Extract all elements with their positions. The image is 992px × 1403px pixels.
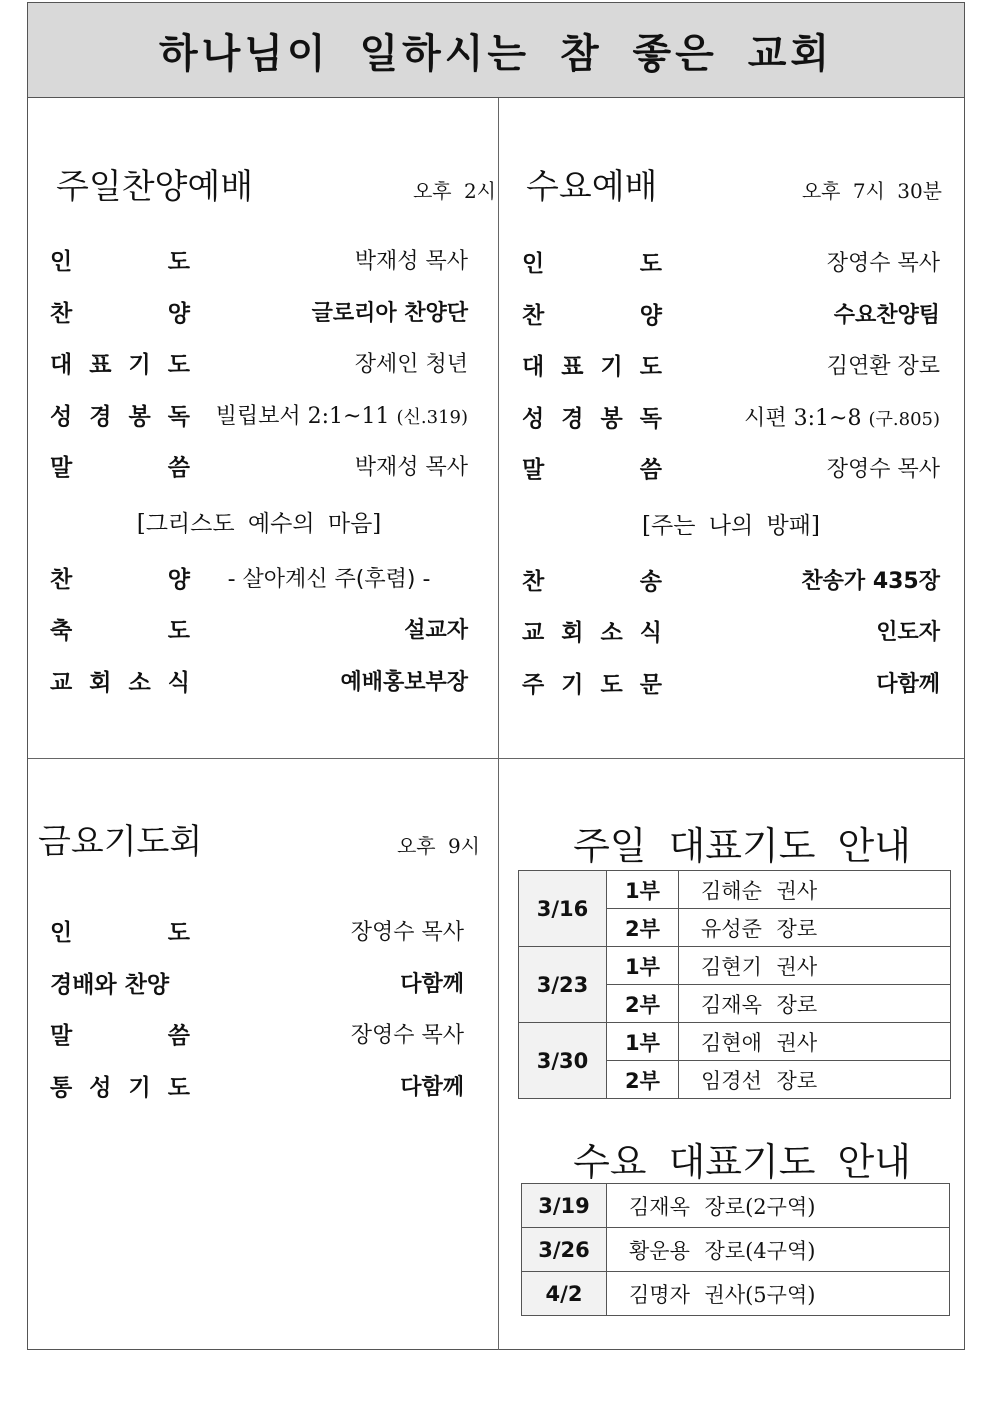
program-label	[50, 397, 190, 437]
program-value	[404, 611, 468, 651]
program-label	[522, 347, 662, 387]
program-row	[50, 913, 464, 965]
program-label-char: 표	[89, 352, 112, 378]
table-row	[519, 1023, 951, 1061]
sunday-prayer-table	[518, 870, 951, 1099]
sunday-service-section	[50, 158, 496, 714]
program-row	[522, 450, 940, 502]
program-value-text: 수요찬양팀	[833, 302, 940, 328]
prayer-name: 김명자 권사(5구역)	[607, 1272, 950, 1316]
program-value-text: 장영수 목사	[826, 251, 940, 276]
program-label-char: 찬	[50, 300, 73, 327]
wednesday-service-header	[526, 158, 940, 208]
banner	[28, 3, 964, 98]
program-value-text: 다함께	[876, 671, 940, 697]
program-row	[522, 296, 940, 348]
program-label-char: 찬	[522, 302, 545, 329]
table-row	[522, 1272, 950, 1316]
program-value	[312, 294, 468, 334]
sunday-service-time: 오후 2시	[412, 179, 496, 203]
program-value	[827, 450, 940, 490]
program-value	[351, 1016, 464, 1056]
program-row	[50, 1016, 464, 1068]
sunday-prayer-title: 주일 대표기도 안내	[573, 824, 911, 868]
sunday-service-header	[56, 158, 496, 208]
program-label-char: 말	[50, 1023, 73, 1049]
friday-prayer-time: 오후 9시	[396, 834, 480, 858]
horizontal-divider	[28, 758, 964, 759]
program-label-char: 봉	[600, 405, 623, 432]
prayer-part: 2부	[607, 985, 679, 1023]
program-label-char: 대	[50, 352, 73, 378]
program-label-char: 도	[167, 920, 190, 946]
program-label-char: 기	[561, 671, 584, 698]
program-label-char: 축	[50, 618, 73, 644]
program-row	[50, 242, 468, 294]
program-value	[876, 613, 940, 653]
table-row	[522, 1228, 950, 1272]
program-label-char: 씀	[167, 1023, 190, 1049]
program-value-text: 시편 3:1~8	[744, 405, 862, 431]
program-value-text: 장영수 목사	[826, 457, 940, 482]
program-value	[876, 665, 940, 705]
program-label-char: 인	[50, 249, 73, 275]
program-value-text: 장세인 청년	[354, 352, 468, 377]
wednesday-sermon-title: [주는 나의 방패]	[642, 512, 820, 539]
prayer-name: 김해순 권사	[679, 871, 951, 909]
program-label	[50, 560, 190, 600]
program-label-char: 도	[167, 1074, 190, 1101]
program-value	[400, 965, 464, 1005]
prayer-name: 김재옥 장로	[679, 985, 951, 1023]
program-label-char: 인	[50, 920, 73, 946]
program-label-char: 교	[50, 669, 73, 696]
program-label-char: 인	[522, 251, 545, 277]
banner-title: 하나님이 일하시는 참 좋은 교회	[158, 30, 834, 77]
prayer-date: 4/2	[522, 1272, 607, 1316]
prayer-part: 1부	[607, 947, 679, 985]
program-label-char: 도	[167, 249, 190, 275]
program-value-note: (구.805)	[868, 408, 940, 430]
program-value-text: - 살아계신 주(후렴) -	[227, 566, 431, 592]
prayer-date: 3/26	[522, 1228, 607, 1272]
program-row	[50, 663, 468, 715]
prayer-date: 3/30	[519, 1023, 607, 1099]
friday-prayer-title: 금요기도회	[38, 822, 203, 862]
program-label	[50, 242, 190, 282]
program-value	[210, 560, 448, 600]
prayer-date: 3/16	[519, 871, 607, 947]
sunday-sermon-title: [그리스도 예수의 마음]	[136, 510, 382, 537]
program-label-char: 양	[167, 300, 190, 327]
program-value	[355, 448, 468, 488]
program-row	[50, 1068, 464, 1120]
prayer-part: 2부	[607, 1061, 679, 1099]
program-row	[50, 560, 468, 612]
sunday-rows	[50, 242, 468, 500]
program-row	[522, 244, 940, 296]
wednesday-service-time: 오후 7시 30분	[801, 179, 942, 203]
program-label-char: 말	[522, 457, 545, 483]
friday-prayer-section	[38, 813, 480, 1119]
program-value	[827, 244, 940, 284]
program-label-char: 도	[639, 354, 662, 380]
program-label-char: 독	[639, 405, 662, 432]
program-row	[50, 294, 468, 346]
wednesday-prayer-title: 수요 대표기도 안내	[573, 1140, 911, 1184]
program-label-char: 봉	[128, 403, 151, 430]
wednesday-prayer-table	[521, 1183, 950, 1316]
program-value	[355, 345, 468, 385]
program-label-char: 양	[167, 566, 190, 593]
table-row	[522, 1184, 950, 1228]
program-label	[50, 611, 190, 651]
prayer-part: 1부	[607, 1023, 679, 1061]
program-label-char: 식	[167, 669, 190, 696]
friday-prayer-header	[38, 813, 480, 863]
program-label	[522, 296, 662, 336]
program-label-char: 문	[639, 671, 662, 698]
prayer-name: 황운용 장로(4구역)	[607, 1228, 950, 1272]
program-label-char: 식	[639, 620, 662, 646]
program-label-char: 도	[167, 618, 190, 644]
prayer-date: 3/19	[522, 1184, 607, 1228]
program-row	[522, 613, 940, 665]
program-label-char: 회	[561, 620, 584, 646]
prayer-name: 김현기 권사	[679, 947, 951, 985]
sunday-service-title: 주일찬양예배	[56, 167, 254, 207]
program-value	[216, 397, 468, 438]
program-value-text: 박재성 목사	[354, 455, 468, 480]
program-label-char: 양	[639, 302, 662, 329]
wednesday-service-section	[522, 158, 940, 716]
prayer-name: 김현애 권사	[679, 1023, 951, 1061]
program-label	[50, 294, 190, 334]
program-value-text: 인도자	[876, 620, 940, 645]
program-label	[50, 448, 190, 488]
program-label-char: 도	[639, 251, 662, 277]
program-label-char: 교	[522, 620, 545, 646]
program-label-char: 성	[89, 1074, 112, 1101]
program-label-char: 독	[167, 403, 190, 430]
sunday-after-rows	[50, 560, 468, 715]
program-label	[50, 913, 190, 953]
program-value-text: 박재성 목사	[354, 249, 468, 274]
program-label-char: 통	[50, 1074, 73, 1101]
program-label	[50, 1068, 190, 1108]
program-label-char: 기	[128, 1074, 151, 1101]
program-value	[355, 242, 468, 282]
prayer-part: 1부	[607, 871, 679, 909]
program-label-char: 찬	[522, 568, 545, 595]
program-label	[522, 665, 662, 705]
program-value-text: 다함께	[400, 971, 464, 997]
bulletin-frame	[27, 2, 965, 1350]
prayer-name: 임경선 장로	[679, 1061, 951, 1099]
program-value-text: 예배홍보부장	[340, 669, 468, 695]
program-value-text: 다함께	[400, 1074, 464, 1100]
program-value	[744, 399, 940, 440]
program-label	[50, 1016, 190, 1056]
program-label	[50, 345, 190, 385]
program-label-char: 씀	[639, 457, 662, 483]
program-label	[50, 663, 190, 703]
program-row	[522, 399, 940, 451]
table-row	[519, 871, 951, 909]
program-value	[827, 347, 940, 387]
program-value-text: 글로리아 찬양단	[311, 300, 468, 326]
program-label-char: 표	[561, 354, 584, 380]
program-label-char: 대	[522, 354, 545, 380]
program-label	[522, 244, 662, 284]
program-value-text: 찬송가 435장	[801, 568, 940, 594]
program-value	[340, 663, 468, 703]
program-label	[50, 965, 190, 1005]
program-label-char: 씀	[167, 455, 190, 481]
program-label-char: 소	[600, 620, 623, 646]
friday-rows	[50, 913, 464, 1119]
program-label-char: 소	[128, 669, 151, 696]
program-label-text: 경배와 찬양	[50, 971, 170, 998]
program-label-char: 성	[50, 403, 73, 430]
program-row	[50, 448, 468, 500]
program-label	[522, 613, 662, 653]
program-value-text: 빌립보서 2:1~11	[215, 403, 390, 429]
program-label	[522, 450, 662, 490]
program-label-char: 회	[89, 669, 112, 696]
program-label-char: 송	[639, 568, 662, 595]
program-value	[351, 913, 464, 953]
program-label-char: 경	[561, 405, 584, 432]
wednesday-service-title: 수요예배	[526, 167, 658, 207]
program-label-char: 도	[600, 671, 623, 698]
program-label-char: 성	[522, 405, 545, 432]
vertical-divider	[498, 98, 499, 1350]
program-label-char: 말	[50, 455, 73, 481]
program-value-text: 장영수 목사	[350, 1023, 464, 1048]
program-label-char: 도	[167, 352, 190, 378]
program-label-char: 주	[522, 671, 545, 698]
program-value	[801, 562, 940, 602]
prayer-name: 유성준 장로	[679, 909, 951, 947]
program-row	[522, 347, 940, 399]
program-row	[50, 397, 468, 449]
prayer-name: 김재옥 장로(2구역)	[607, 1184, 950, 1228]
program-row	[50, 345, 468, 397]
program-row	[50, 965, 464, 1017]
program-value	[834, 296, 940, 336]
prayer-part: 2부	[607, 909, 679, 947]
program-value-text: 설교자	[404, 618, 468, 643]
program-row	[522, 665, 940, 717]
program-label-char: 찬	[50, 566, 73, 593]
prayer-date: 3/23	[519, 947, 607, 1023]
program-value	[400, 1068, 464, 1108]
program-label-char: 경	[89, 403, 112, 430]
program-label	[522, 399, 662, 439]
program-row	[50, 611, 468, 663]
program-value-text: 장영수 목사	[350, 920, 464, 945]
table-row	[519, 947, 951, 985]
program-label-char: 기	[128, 352, 151, 378]
program-value-note: (신.319)	[396, 406, 468, 428]
program-label	[522, 562, 662, 602]
program-label-char: 기	[600, 354, 623, 380]
program-value-text: 김연환 장로	[826, 354, 940, 379]
program-row	[522, 562, 940, 614]
wednesday-rows	[522, 244, 940, 502]
wednesday-after-rows	[522, 562, 940, 717]
